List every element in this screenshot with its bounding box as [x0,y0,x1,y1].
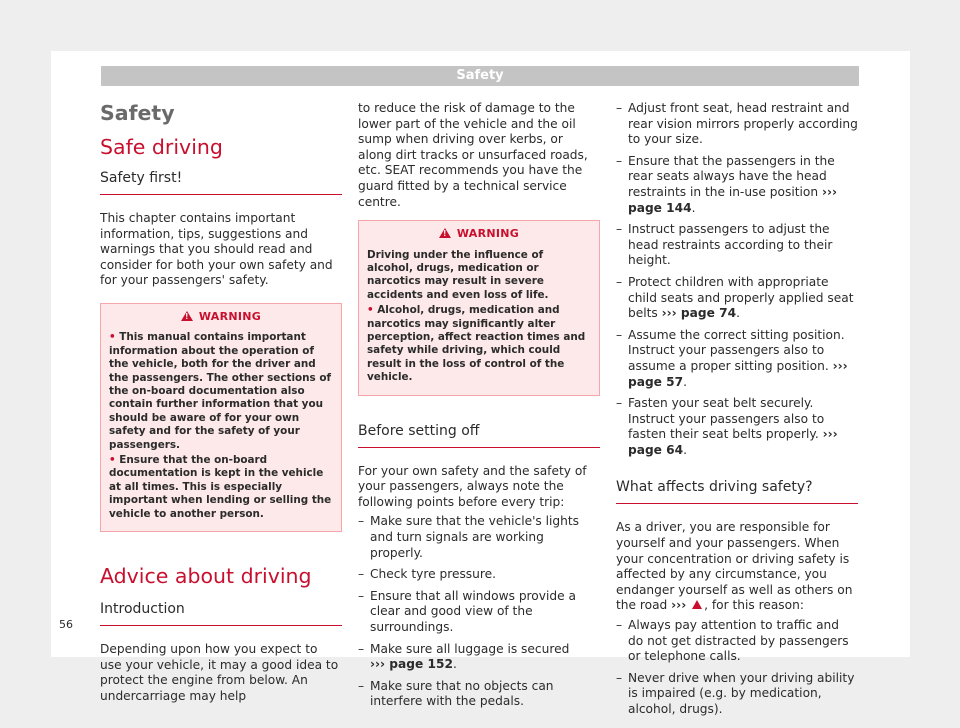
manual-page [51,51,910,716]
before-intro: For your own safety and the safety of your passengers, always note the following points before every trip: [358,463,587,509]
list-item: – Fasten your seat belt securely. Instruct your passengers also to fasten their seat belts properly. ››› page 64. [616,396,858,458]
checklist-continued [616,101,858,458]
warning-header: !WARNING [109,310,333,323]
subsection-what-affects: What affects driving safety? [616,478,858,504]
warning-item: • Alcohol, drugs, medication and narcotics may significantly alter perception, affect reaction times and safety while driving, which could result in the loss of control of the vehicle. [367,304,586,384]
bullet-icon: • [109,454,120,467]
section-title-advice: Advice about driving [100,564,312,589]
section-title-safe-driving: Safe driving [100,135,223,159]
warning-item: • Ensure that the on-board documentation is kept in the vehicle at all times. This is especially important when lending or selling the vehicle to another person. [109,454,332,520]
warning-intro: Driving under the influence of alcohol, drugs, medication or narcotics may result in severe accidents and even loss of life. [367,248,549,301]
list-item: – Ensure that all windows provide a clear and good view of the surroundings. [358,589,600,636]
page-reference-link[interactable]: ››› page 57 [628,358,848,389]
page-reference-link[interactable]: ››› page 152 [370,657,453,672]
advice-paragraph: Depending upon how you expect to use your vehicle, it may a good idea to protect the engine from below. An undercarriage may help [100,642,339,703]
warning-reference-link[interactable]: ››› [671,598,687,613]
page-reference-link[interactable]: ››› page 64 [628,427,838,457]
affects-paragraph: As a driver, you are responsible for yourself and your passengers. When your concentration or driving safety is affected by any circumstance, you endanger yourself as well as others on the road ››› , for this reason: [616,520,853,613]
list-item: – Make sure all luggage is secured ››› page 152. [358,642,600,673]
section-header-bar: Safety [101,66,859,86]
chapter-title: Safety [100,101,175,125]
intro-paragraph: This chapter contains important information, tips, suggestions and warnings that you should read and consider for both your own safety and for your passengers' safety. [100,211,333,288]
list-item: – Assume the correct sitting position. Instruct your passengers also to assume a proper sitting position. ››› page 57. [616,328,858,390]
list-item: – Protect children with appropriate child seats and properly applied seat belts ››› page 74. [616,275,858,322]
page-reference-link[interactable]: ››› page 144 [628,184,838,215]
page-reference-link[interactable]: ››› page 74 [661,306,737,321]
subsection-safety-first: Safety first! [100,169,342,195]
checklist [358,514,600,710]
subsection-introduction: Introduction [100,600,342,626]
warning-box-1 [100,303,342,532]
warning-item: • This manual contains important information about the operation of the vehicle, both for the driver and the passengers. The other sections of the on-board documentation also contain further information that you should be aware of for your own safety and for the safety of your passengers. [109,331,332,451]
list-item: – Never drive when your driving ability is impaired (e.g. by medication, alcohol, drugs). [616,671,858,718]
page-number: 56 [59,618,73,631]
list-item: – Ensure that the passengers in the rear seats always have the head restraints in the in-use position ››› page 144. [616,154,858,216]
list-item: – Make sure that the vehicle's lights and turn signals are working properly. [358,514,600,561]
subsection-before-setting-off: Before setting off [358,422,600,448]
list-item: – Check tyre pressure. [358,567,600,583]
list-item: – Always pay attention to traffic and do not get distracted by passengers or telephone calls. [616,618,858,665]
column-2 [358,101,600,720]
bullet-icon: • [109,331,120,344]
list-item: – Instruct passengers to adjust the head restraints according to their height. [616,222,858,269]
list-item: – Adjust front seat, head restraint and rear vision mirrors properly according to your size. [616,101,858,148]
warning-triangle-icon [439,228,451,238]
bullet-icon: • [367,304,378,317]
column-1 [100,101,342,714]
list-item: – Make sure that no objects can interfere with the pedals. [358,679,600,710]
warning-triangle-icon [181,311,193,321]
warning-triangle-icon [692,600,702,609]
column-3 [616,101,858,728]
warning-box-2 [358,220,600,395]
affects-list [616,618,858,718]
warning-header: !WARNING [367,227,591,240]
continued-paragraph: to reduce the risk of damage to the lower part of the vehicle and the oil sump when driving over kerbs, or along dirt tracks or unsurfaced roads, etc. SEAT recommends you have the guard fitted by a technical service centre. [358,101,588,209]
